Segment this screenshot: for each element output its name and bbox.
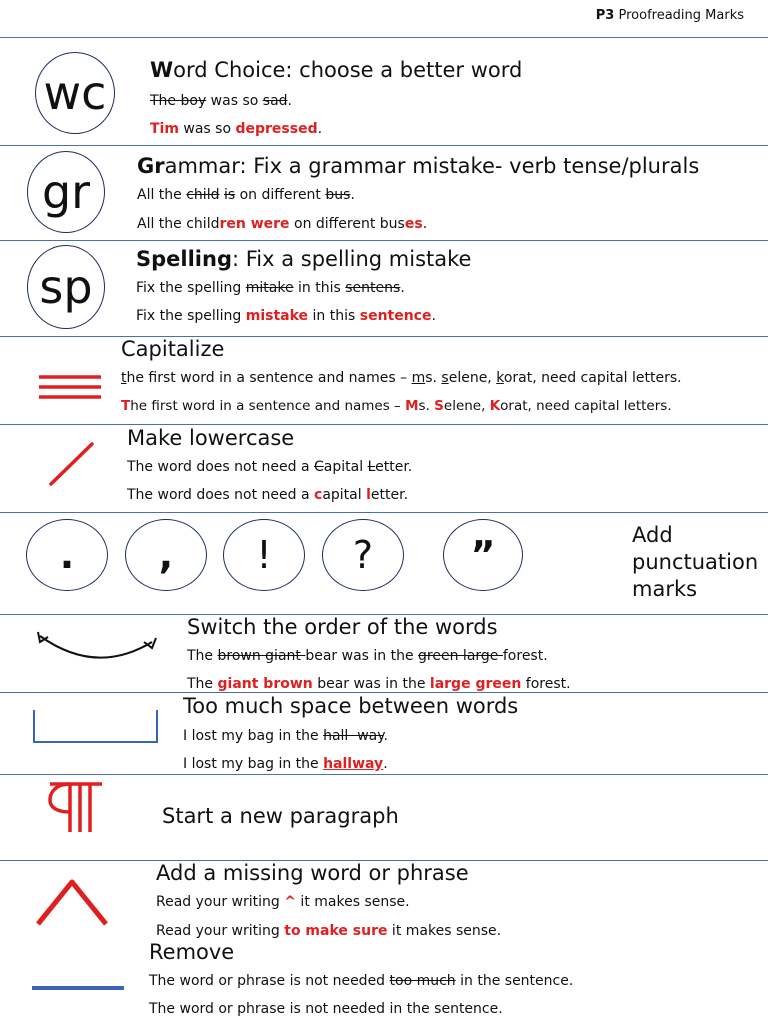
- question-mark: ?: [322, 519, 404, 591]
- lowercase-slash-icon: [46, 440, 98, 488]
- lowercase-example-correct: The word does not need a capital letter.: [127, 487, 409, 503]
- comma-mark: ,: [125, 519, 207, 591]
- capitalize-mark-icon: [36, 372, 104, 404]
- capitalize-example-wrong: the first word in a sentence and names – ms. selene, korat, need capital letters.: [121, 370, 682, 386]
- switch-example-wrong: The brown giant bear was in the green large forest.: [187, 648, 548, 664]
- sp-title: Spelling: Fix a spelling mistake: [136, 247, 472, 271]
- separator: [0, 512, 768, 513]
- separator: [0, 240, 768, 241]
- sp-example-correct: Fix the spelling mistake in this sentence.: [136, 308, 436, 324]
- punctuation-label: Add punctuation marks: [632, 523, 759, 601]
- separator: [0, 424, 768, 425]
- space-example-wrong: I lost my bag in the hall way.: [183, 728, 388, 744]
- separator: [0, 692, 768, 693]
- capitalize-title: Capitalize: [121, 337, 225, 361]
- switch-example-correct: The giant brown bear was in the large green forest.: [187, 676, 571, 692]
- lowercase-title: Make lowercase: [127, 426, 295, 450]
- gr-example-correct: All the children were on different buses.: [137, 216, 428, 232]
- separator: [0, 336, 768, 337]
- lowercase-example-wrong: The word does not need a Capital Letter.: [127, 459, 413, 475]
- wc-example-correct: Tim was so depressed.: [150, 121, 323, 137]
- remove-line-icon: [30, 983, 126, 993]
- header-title: Proofreading Marks: [618, 8, 744, 23]
- gr-symbol: gr: [41, 165, 91, 219]
- paragraph-title: Start a new paragraph: [162, 804, 399, 828]
- close-space-bracket-icon: [30, 706, 162, 746]
- separator: [0, 145, 768, 146]
- separator: [0, 774, 768, 775]
- gr-example-wrong: All the child is on different bus.: [137, 187, 355, 203]
- remove-example-wrong: The word or phrase is not needed too much in the sentence.: [149, 973, 574, 989]
- new-paragraph-icon: [46, 780, 106, 836]
- missing-example-wrong: Read your writing ^ it makes sense.: [156, 894, 410, 910]
- missing-title: Add a missing word or phrase: [156, 861, 469, 885]
- remove-title: Remove: [149, 940, 235, 964]
- separator: [0, 37, 768, 38]
- wc-symbol: wc: [43, 66, 107, 120]
- switch-arrow-icon: [34, 628, 160, 668]
- capitalize-example-correct: The first word in a sentence and names – Ms. Selene, Korat, need capital letters.: [121, 398, 672, 414]
- sp-example-wrong: Fix the spelling mitake in this sentens.: [136, 280, 405, 296]
- period-mark: .: [26, 519, 108, 591]
- sp-symbol: sp: [39, 260, 93, 314]
- wc-title: Word Choice: choose a better word: [150, 58, 523, 82]
- space-title: Too much space between words: [183, 694, 519, 718]
- wc-example-wrong: The boy was so sad.: [150, 93, 292, 109]
- missing-example-correct: Read your writing to make sure it makes sense.: [156, 923, 502, 939]
- page-header: [596, 8, 744, 23]
- switch-title: Switch the order of the words: [187, 615, 498, 639]
- caret-insert-icon: [34, 876, 110, 928]
- gr-title: Grammar: Fix a grammar mistake- verb tense/plurals: [137, 154, 700, 178]
- exclamation-mark: !: [223, 519, 305, 591]
- gr-symbol-circle: [27, 151, 105, 233]
- quotation-mark: ”: [443, 519, 523, 591]
- remove-example-correct: The word or phrase is not needed in the sentence.: [149, 1001, 503, 1017]
- header-prefix: P3: [595, 8, 615, 23]
- sp-symbol-circle: [27, 245, 105, 329]
- space-example-correct: I lost my bag in the hallway.: [183, 756, 388, 772]
- wc-symbol-circle: [35, 52, 115, 134]
